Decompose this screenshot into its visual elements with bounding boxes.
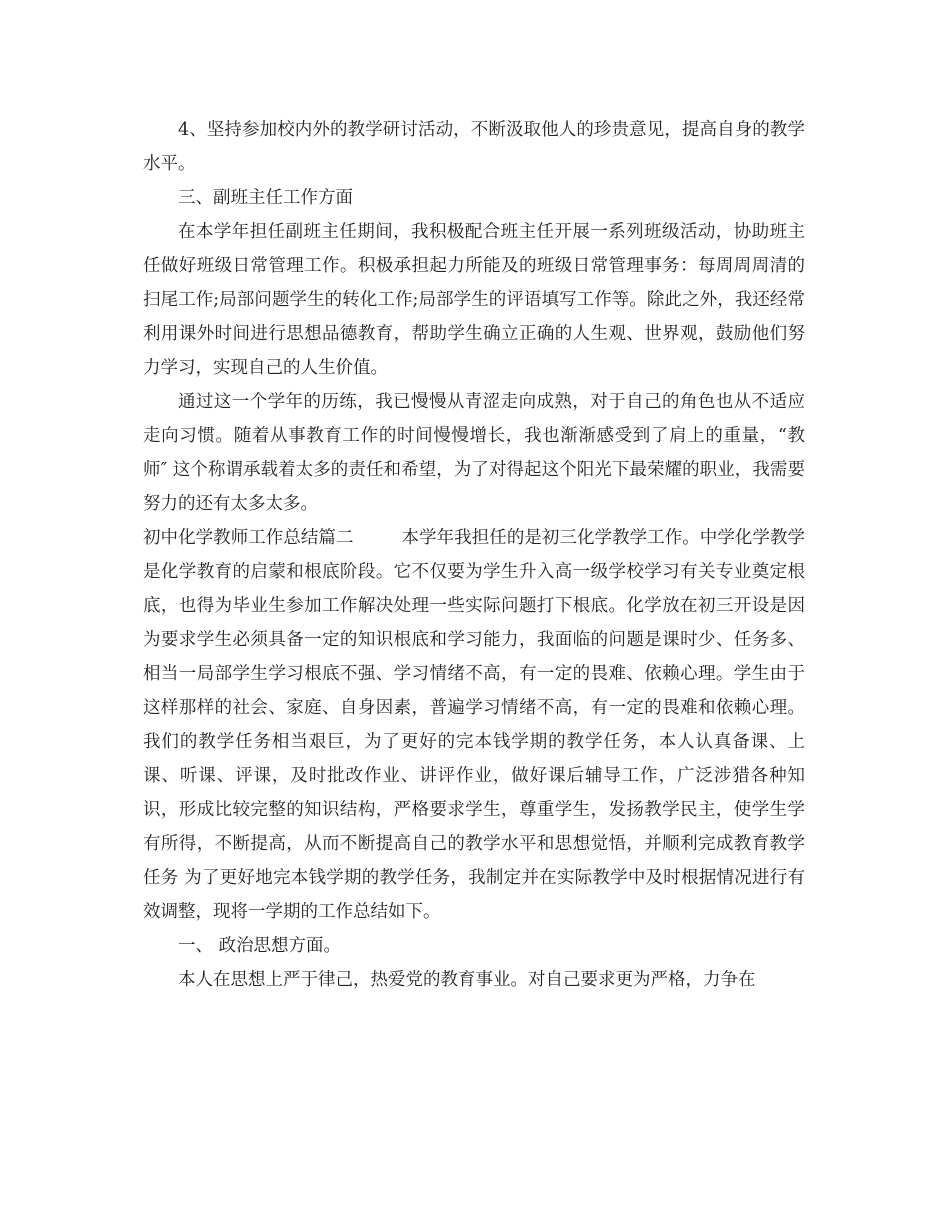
section-intro-text: 本学年我担任的是初三化学教学工作。中学化学教学是化学教育的启蒙和根底阶段。它不仅要为学生升入高一级学校学习有关专业奠定根底，也得为毕业生参加工作解决处理一些实际问题打下根底。化学放在初三开设是因为要求学生必须具备一定的知识根底和学习能力，我面临的问题是课时少、任务多、相当一局部学生学习根底不强、学习情绪不高，有一定的畏难、依赖心理。学生由于这样那样的社会、家庭、自身因素，普遍学习情绪不高，有一定的畏难和依赖心理。我们的教学任务相当艰巨，为了更好的完本钱学期的教学任务，本人认真备课、上课、听课、评课，及时批改作业、讲评作业，做好课后辅导工作，广泛涉猎各种知识，形成比较完整的知识结构，严格要求学生，尊重学生，发扬教学民主，使学生学有所得，不断提高，从而不断提高自己的教学水平和思想觉悟，并顺利完成教育教学任务 为了更好地完本钱学期的教学任务，我制定并在实际教学中及时根据情况进行有效调整，现将一学期的工作总结如下。 [143,528,805,922]
paragraph-political-thought: 本人在思想上严于律己，热爱党的教育事业。对自己要求更为严格，力争在 [178,970,756,990]
section-two [143,521,805,929]
paragraph-year-reflection: 通过这一个学年的历练，我已慢慢从青涩走向成熟，对于自己的角色也从不适应走向习惯。随着从事教育工作的时间慢慢增长，我也渐渐感受到了肩上的重量，“教师″ 这个称谓承载着太多的责任和希望，为了对得起这个阳光下最荣耀的职业，我需要努力的还有太多太多。 [143,392,805,514]
heading-vice-head-teacher: 三、副班主任工作方面 [178,188,353,208]
section-title: 初中化学教师工作总结篇二 [143,528,354,548]
heading-political-thought: 一、 政治思想方面。 [178,936,342,956]
paragraph-vice-head-teacher-work: 在本学年担任副班主任期间，我积极配合班主任开展一系列班级活动，协助班主任做好班级日常管理工作。积极承担起力所能及的班级日常管理事务：每周周周清的扫尾工作;局部问题学生的转化工作;局部学生的评语填写工作等。除此之外，我还经常利用课外时间进行思想品德教育，帮助学生确立正确的人生观、世界观，鼓励他们努力学习，实现自己的人生价值。 [143,222,805,378]
document-body [143,113,805,997]
paragraph-research-activities: 4、坚持参加校内外的教学研讨活动，不断汲取他人的珍贵意见，提高自身的教学水平。 [143,120,805,174]
